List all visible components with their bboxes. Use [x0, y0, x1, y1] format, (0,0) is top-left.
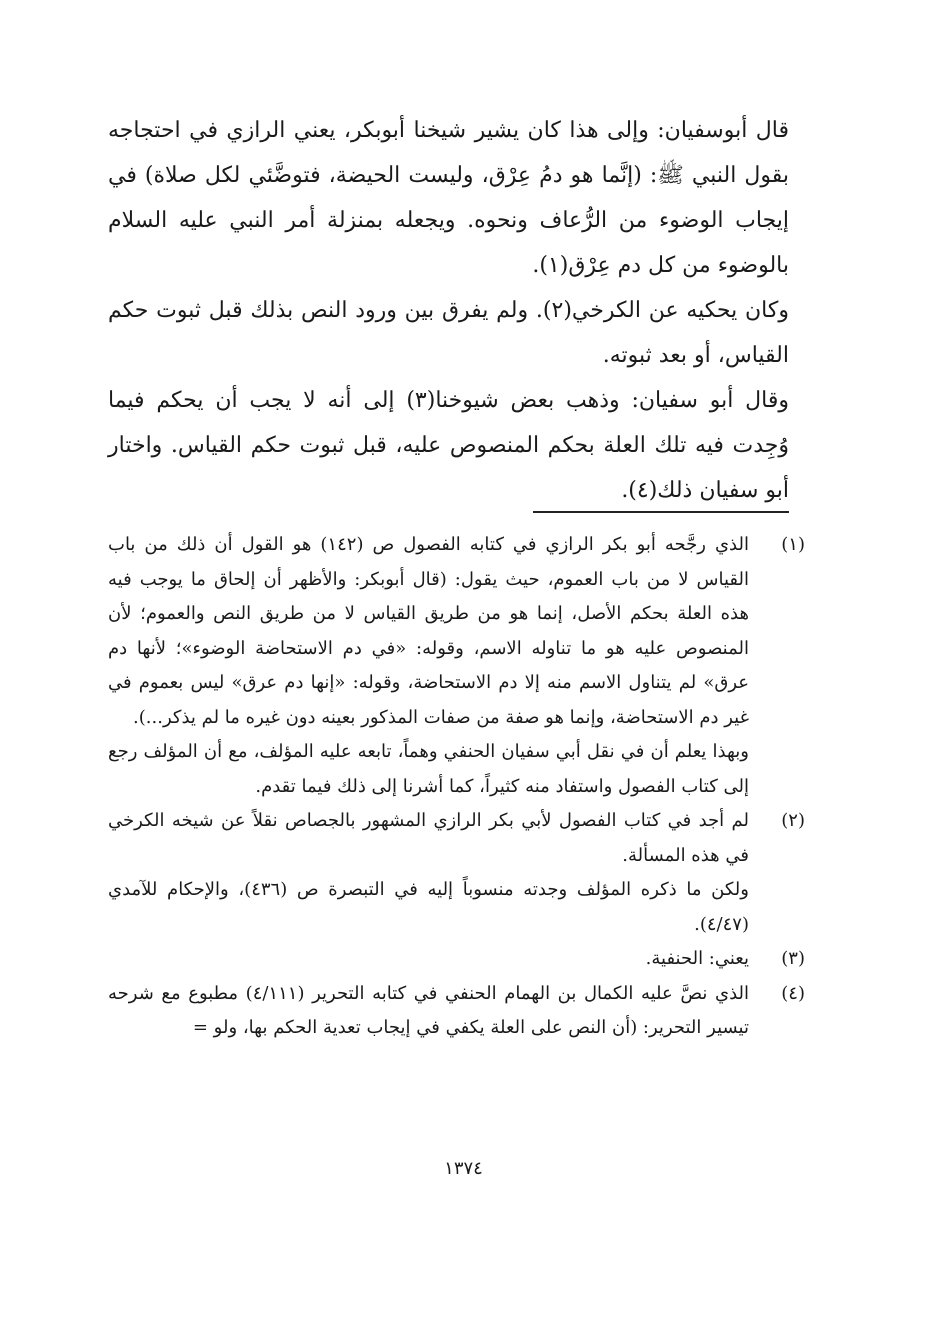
footnote-text: يعني: الحنفية. — [645, 948, 749, 969]
footnote-separator — [533, 511, 789, 513]
footnote-text: ولكن ما ذكره المؤلف وجدته منسوباً إليه في التبصرة ص (٤٣٦)، والإحكام للآمدي (٤/٤٧). — [108, 879, 749, 935]
footnote-number: (٤) — [781, 982, 805, 1004]
footnote-text: الذي رجَّحه أبو بكر الرازي في كتابه الفصول ص (١٤٢) هو القول أن ذلك من باب القياس لا من باب العموم، حيث يقول: (قال أبوبكر: والأظهر أن إلحاق ما يوجب فيه هذه العلة بحكم الأصل، إنما هو من طريق القياس لا من طريق النص والعموم؛ لأن المنصوص عليه هو ما تناوله الاسم، وقوله: «في دم الاستحاضة الوضوء»؛ لأنها دم عرق» لم يتناول الاسم منه إلا دم الاستحاضة، وقوله: «إنها دم عرق» ليس بعموم في غير دم الاستحاضة، وإنما هو صفة من صفات المذكور بعينه دون غيره ما لم يذكر...). — [108, 534, 750, 728]
footnote-text: وبهذا يعلم أن في نقل أبي سفيان الحنفي وهماً، تابعه عليه المؤلف، مع أن المؤلف رجع إلى كتاب الفصول واستفاد منه كثيراً، كما أشرنا إلى ذلك فيما تقدم. — [108, 741, 749, 797]
footnote-text: لم أجد في كتاب الفصول لأبي بكر الرازي المشهور بالجصاص نقلاً عن شيخه الكرخي في هذه المسألة. — [108, 810, 749, 866]
paragraph-2: وكان يحكيه عن الكرخي(٢). ولم يفرق بين ورود النص بذلك قبل ثبوت حكم القياس، أو بعد ثبوته. — [108, 298, 789, 368]
footnote-3 — [108, 942, 805, 977]
footnote-text: الذي نصَّ عليه الكمال بن الهمام الحنفي في كتابه التحرير (٤/١١١) مطبوع مع شرحه تيسير التحرير: (أن النص على العلة يكفي في إيجاب تعدية الحكم بها، ولو = — [108, 982, 750, 1038]
footnote-number: (١) — [781, 534, 805, 555]
footnote-number: (٣) — [781, 948, 805, 969]
paragraph-1: قال أبوسفيان: وإلى هذا كان يشير شيخنا أبوبكر، يعني الرازي في احتجاجه بقول النبي ﷺ: (إنَّما هو دمُ عِرْق، وليست الحيضة، فتوضَّئي لكل صلاة) في إيجاب الوضوء من الرُّعاف ونحوه. ويجعله بمنزلة أمر النبي عليه السلام بالوضوء من كل دم عِرْق(١). — [108, 118, 789, 278]
footnote-2 — [108, 804, 805, 942]
footnotes — [108, 528, 805, 1046]
footnote-number: (٢) — [781, 810, 805, 831]
main-text — [108, 108, 789, 513]
footnote-4 — [108, 977, 805, 1046]
paragraph-3: وقال أبو سفيان: وذهب بعض شيوخنا(٣) إلى أنه لا يجب أن يحكم فيما وُجِدت فيه تلك العلة بحكم المنصوص عليه، قبل ثبوت حكم القياس. واختار أبو سفيان ذلك(٤). — [108, 388, 789, 503]
footnote-1 — [108, 528, 805, 804]
page-number: ١٣٧٤ — [444, 1158, 483, 1179]
